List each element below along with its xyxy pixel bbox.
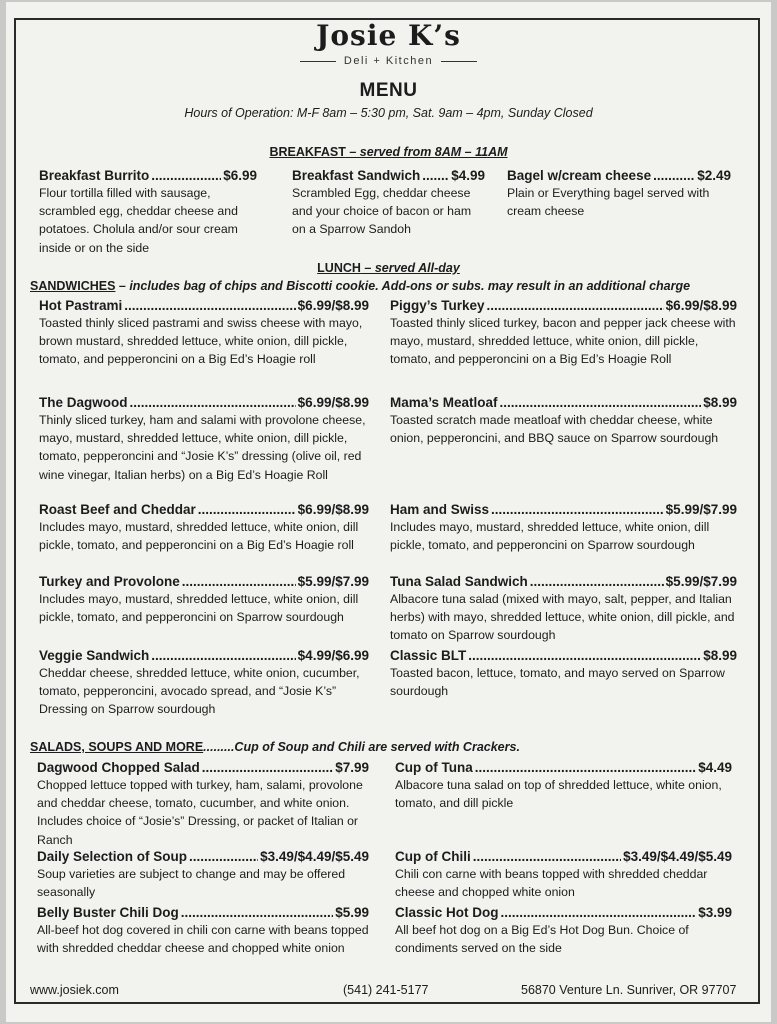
item-description: Cheddar cheese, shredded lettuce, white onion, cucumber, tomato, pepperoncini, avocado spread, and “Josie K’s” Dressing on Sparrow sourdough [39,666,360,717]
sandwiches-note: – includes bag of chips and Biscotti cookie. Add-ons or subs. may result in an additional charge [115,279,691,293]
menu-item [39,574,369,626]
item-name: Classic BLT [390,648,467,663]
item-price: $4.49 [698,760,732,775]
item-name: Tuna Salad Sandwich [390,574,528,589]
menu-item [39,648,369,719]
item-description: Albacore tuna salad on top of shredded lettuce, white onion, tomato, and dill pickle [395,778,722,811]
item-name: Dagwood Chopped Salad [37,760,200,775]
item-description: Flour tortilla filled with sausage, scrambled egg, cheddar cheese and potatoes. Cholula and/or sour cream inside or on the side [39,186,238,255]
lunch-heading-text: LUNCH [317,261,361,275]
item-price: $3.49/$4.49/$5.49 [260,849,369,864]
item-price: $5.99/$7.99 [665,502,737,517]
lunch-subheading: – served All-day [360,261,460,275]
item-name: Cup of Chili [395,849,471,864]
menu-item [37,849,369,901]
item-price: $4.99 [451,168,485,183]
tagline-text: Deli + Kitchen [343,55,434,67]
menu-item [39,298,369,369]
brand-tagline [0,55,777,67]
item-description: Scrambled Egg, cheddar cheese and your choice of bacon or ham on a Sparrow Sandoh [292,186,472,237]
item-name: Breakfast Burrito [39,168,150,183]
item-description: Toasted scratch made meatloaf with cheddar cheese, white onion, pepperoncini, and BBQ sauce on Sparrow sourdough [390,413,719,446]
menu-item [395,905,732,957]
item-name: Roast Beef and Cheddar [39,502,196,517]
item-description: Toasted bacon, lettuce, tomato, and mayo served on Sparrow sourdough [390,666,725,699]
item-description: All beef hot dog on a Big Ed’s Hot Dog Bun. Choice of condiments served on the side [395,923,689,956]
lunch-heading [0,261,777,275]
menu-item [390,395,737,447]
menu-item [507,168,731,220]
item-description: Includes mayo, mustard, shredded lettuce, white onion, dill pickle, tomato, and pepperoncini on Sparrow sourdough [390,520,710,553]
menu-item [395,849,732,901]
item-price: $2.49 [697,168,731,183]
item-description: Chili con carne with beans topped with shredded cheddar cheese and chopped white onion [395,867,708,900]
website-link[interactable]: www.josiek.com [30,983,119,997]
item-name: Classic Hot Dog [395,905,499,920]
item-price: $8.99 [703,648,737,663]
item-description: Toasted thinly sliced pastrami and swiss cheese with mayo, brown mustard, shredded lettuce, white onion, dill pickle, tomato, and pepperoncini on a Big Ed’s Hoagie roll [39,316,363,367]
item-name: Mama’s Meatloaf [390,395,498,410]
menu-item [37,905,369,957]
hours-of-operation: Hours of Operation: M-F 8am – 5:30 pm, Sat. 9am – 4pm, Sunday Closed [184,106,593,120]
salads-heading [30,740,520,754]
brand-name: Josie K’s [316,19,461,52]
item-price: $3.49/$4.49/$5.49 [623,849,732,864]
menu-item [39,168,257,257]
item-name: Cup of Tuna [395,760,473,775]
item-price: $6.99/$8.99 [297,395,369,410]
item-description: Plain or Everything bagel served with cream cheese [507,186,710,219]
item-price: $5.99 [335,905,369,920]
item-description: Includes mayo, mustard, shredded lettuce, white onion, dill pickle, tomato, and pepperoncini on a Big Ed’s Hoagie roll [39,520,359,553]
item-price: $8.99 [703,395,737,410]
item-description: Includes mayo, mustard, shredded lettuce, white onion, dill pickle, tomato, and pepperoncini on Sparrow sourdough [39,592,359,625]
menu-item [39,395,369,484]
item-name: Breakfast Sandwich [292,168,421,183]
phone-number: (541) 241-5177 [343,983,429,997]
breakfast-heading [0,145,777,159]
item-price: $6.99/$8.99 [297,502,369,517]
salads-heading-text: SALADS, SOUPS AND MORE [30,740,204,754]
item-price: $4.99/$6.99 [297,648,369,663]
menu-item [390,298,737,369]
menu-title: MENU [359,80,418,101]
item-name: Daily Selection of Soup [37,849,188,864]
item-name: Veggie Sandwich [39,648,150,663]
item-name: Belly Buster Chili Dog [37,905,179,920]
menu-item [292,168,485,239]
item-name: Ham and Swiss [390,502,490,517]
item-name: Piggy’s Turkey [390,298,485,313]
item-price: $6.99/$8.99 [297,298,369,313]
item-description: Thinly sliced turkey, ham and salami with provolone cheese, mayo, mustard, shredded lettuce, white onion, dill pickle, tomato, pepperoncini and “Josie K’s” dressing (olive oil, red wine vinegar, Italian herbs) on a Big Ed’s Hoagie Roll [39,413,366,482]
sandwiches-heading [30,279,690,293]
item-price: $6.99/$8.99 [665,298,737,313]
breakfast-subheading: – served from 8AM – 11AM [345,145,508,159]
item-price: $5.99/$7.99 [297,574,369,589]
item-description: Soup varieties are subject to change and may be offered seasonally [37,867,346,900]
menu-item [390,502,737,554]
item-price: $7.99 [335,760,369,775]
item-description: Chopped lettuce topped with turkey, ham, salami, provolone and cheddar cheese, tomato, cucumber, and white onion. Includes choice of “Josie’s” Dressing, or packet of Italian or Ranch [37,778,363,847]
menu-item [390,574,737,645]
item-name: Bagel w/cream cheese [507,168,652,183]
item-description: Albacore tuna salad (mixed with mayo, salt, pepper, and Italian herbs) with mayo, shredded lettuce, white onion, dill pickle, and tomato on Sparrow sourdough [390,592,735,643]
item-name: The Dagwood [39,395,128,410]
item-price: $6.99 [223,168,257,183]
menu-item [390,648,737,700]
item-name: Turkey and Provolone [39,574,180,589]
salads-note: .........Cup of Soup and Chili are served with Crackers. [203,740,520,754]
menu-item [39,502,369,554]
item-description: Toasted thinly sliced turkey, bacon and pepper jack cheese with mayo, mustard, shredded lettuce, white onion, dill pickle, tomato, and pepperoncini on a Big Ed’s Hoagie Roll [390,316,736,367]
breakfast-heading-text: BREAKFAST [269,145,346,159]
menu-item [395,760,732,812]
sandwiches-heading-text: SANDWICHES [30,279,116,293]
item-price: $5.99/$7.99 [665,574,737,589]
address: 56870 Venture Ln. Sunriver, OR 97707 [521,983,737,997]
item-description: All-beef hot dog covered in chili con carne with beans topped with shredded cheddar cheese and chopped white onion [37,923,369,956]
item-name: Hot Pastrami [39,298,123,313]
menu-item [37,760,369,849]
item-price: $3.99 [698,905,732,920]
